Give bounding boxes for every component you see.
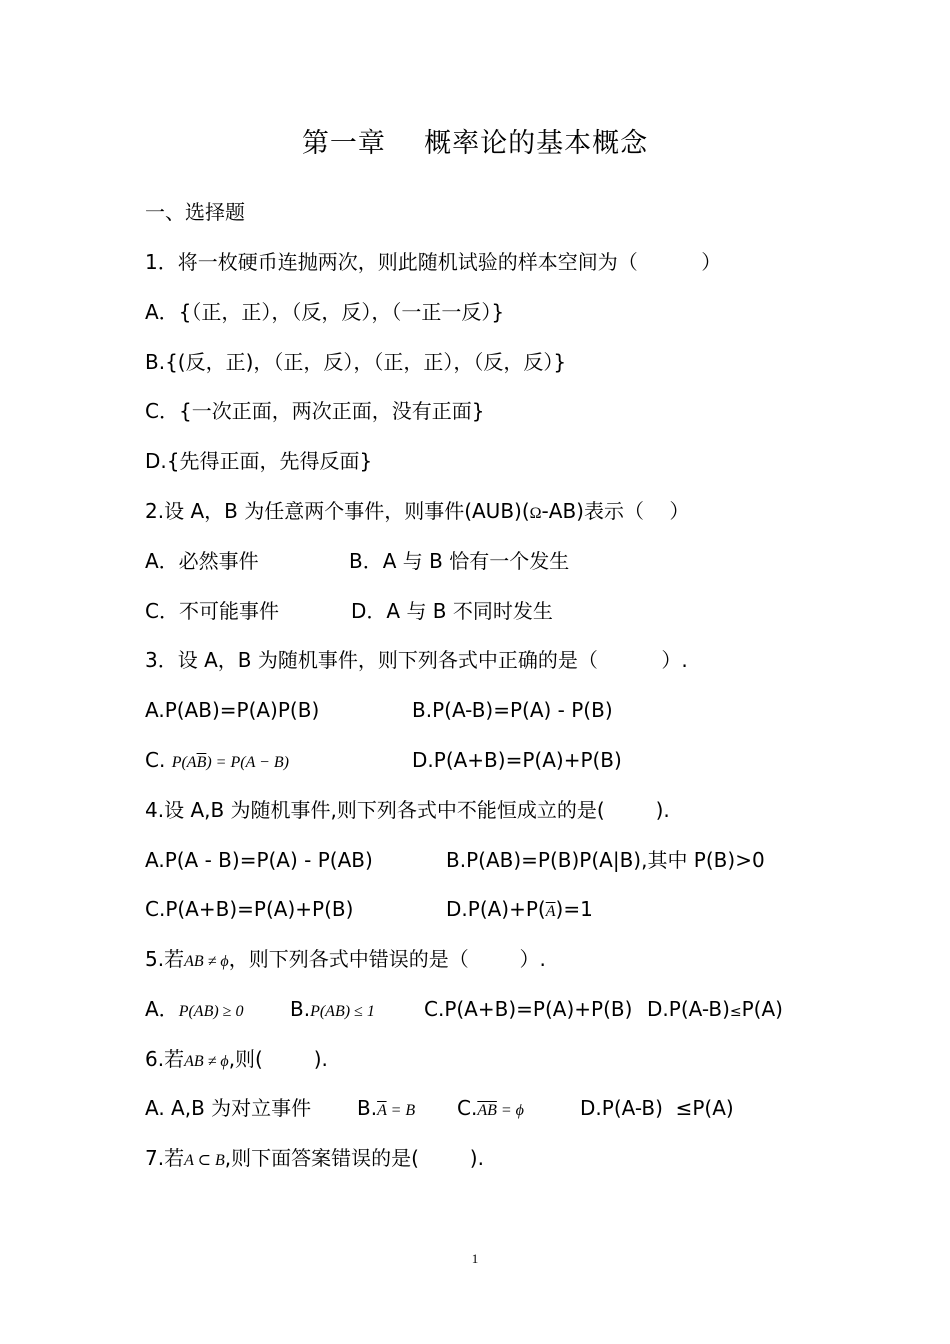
question-4-stem: 4.设 A,B 为随机事件,则下列各式中不能恒成立的是( ). [145, 798, 670, 822]
stem-text: ,则下面答案错误的是( ). [224, 1146, 484, 1170]
question-5-option-c: C.P(A+B)=P(A)+P(B) [424, 997, 633, 1021]
question-5-option-a [145, 995, 243, 1026]
condition-formula: AB ≠ ϕ [184, 953, 229, 970]
option-formula: = ϕ [496, 1102, 524, 1119]
question-2-option-d: D．A 与 B 不同时发生 [351, 599, 553, 623]
question-6-option-b [357, 1094, 415, 1125]
question-6-stem [145, 1045, 328, 1076]
question-2-stem-pre: 2.设 A，B 为任意两个事件，则事件(AUB)( [145, 499, 530, 523]
le-symbol: ≤ [729, 1004, 742, 1020]
option-label: C. [457, 1096, 478, 1120]
question-1-option-d: D.{先得正面，先得反面} [145, 449, 373, 473]
question-3-option-c [145, 746, 289, 777]
question-5-stem [145, 945, 546, 976]
condition-formula: A ⊂ B [184, 1152, 225, 1169]
option-text: D.P(A)+P( [446, 897, 546, 921]
question-3-option-c-formula [172, 754, 289, 771]
omega-symbol: Ω [529, 505, 542, 522]
question-1-stem: 1．将一枚硬币连抛两次，则此随机试验的样本空间为（ ） [145, 250, 722, 274]
question-6-option-c [457, 1094, 524, 1125]
question-3-option-c-label: C. [145, 748, 172, 772]
section-heading: 一、选择题 [145, 200, 245, 224]
stem-text: ,则( ). [228, 1047, 328, 1071]
formula-overline-b: $\overline{B}$ [196, 754, 207, 771]
question-5-option-d [647, 995, 783, 1026]
question-4-option-b: B.P(AB)=P(B)P(A|B),其中 P(B)>0 [446, 848, 765, 872]
question-2-option-b: B．A 与 B 恰有一个发生 [349, 549, 570, 573]
stem-text: ，则下列各式中错误的是（ ）. [228, 947, 546, 971]
question-2-stem [145, 497, 689, 528]
complement-a: $\overline{A}$ [545, 903, 556, 920]
option-label: B. [290, 997, 311, 1021]
question-3-stem: 3．设 A，B 为随机事件，则下列各式中正确的是（ ）. [145, 648, 688, 672]
question-3-option-a: A.P(AB)=P(A)P(B) [145, 698, 320, 722]
complement-a: $\overline{A}$ [377, 1102, 387, 1119]
question-6-option-a: A. A,B 为对立事件 [145, 1096, 312, 1120]
option-text: P(A) [741, 997, 783, 1021]
question-1-option-b: B.{(反，正)，（正，反），（正，正），（反，反）} [145, 350, 567, 374]
complement-ab: $\overline{AB}$ [477, 1102, 497, 1119]
formula-part: P(A [171, 754, 197, 771]
question-4-option-a: A.P(A - B)=P(A) - P(AB) [145, 848, 373, 872]
question-1-option-c: C．{一次正面，两次正面，没有正面} [145, 399, 485, 423]
formula-part: ) = P(A − B) [206, 754, 289, 771]
option-text: )=1 [555, 897, 593, 921]
option-formula: P(AB) ≥ 0 [178, 1003, 244, 1020]
question-4-option-d [446, 895, 593, 926]
page-number: 1 [471, 1251, 479, 1266]
option-formula: = B [386, 1102, 416, 1119]
question-7-stem [145, 1144, 484, 1175]
option-label: B. [357, 1096, 378, 1120]
stem-text: 5.若 [145, 947, 185, 971]
stem-text: 6.若 [145, 1047, 185, 1071]
option-text: D.P(A-B) [647, 997, 730, 1021]
question-6-option-d: D.P(A-B) ≤P(A) [580, 1096, 734, 1120]
question-2-option-a: A．必然事件 [145, 549, 259, 573]
condition-formula: AB ≠ ϕ [184, 1053, 229, 1070]
option-label: A． [145, 997, 179, 1021]
question-2-stem-post: -AB)表示（ ） [541, 499, 690, 523]
question-2-option-c: C．不可能事件 [145, 599, 279, 623]
chapter-title: 第一章 概率论的基本概念 [301, 128, 649, 159]
option-formula: P(AB) ≤ 1 [310, 1003, 375, 1020]
question-5-option-b [290, 995, 375, 1026]
question-3-option-d: D.P(A+B)=P(A)+P(B) [412, 748, 622, 772]
question-4-option-c: C.P(A+B)=P(A)+P(B) [145, 897, 354, 921]
stem-text: 7.若 [145, 1146, 185, 1170]
question-3-option-b: B.P(A-B)=P(A) - P(B) [412, 698, 613, 722]
question-1-option-a: A．{（正，正），（反，反），（一正一反）} [145, 300, 505, 324]
